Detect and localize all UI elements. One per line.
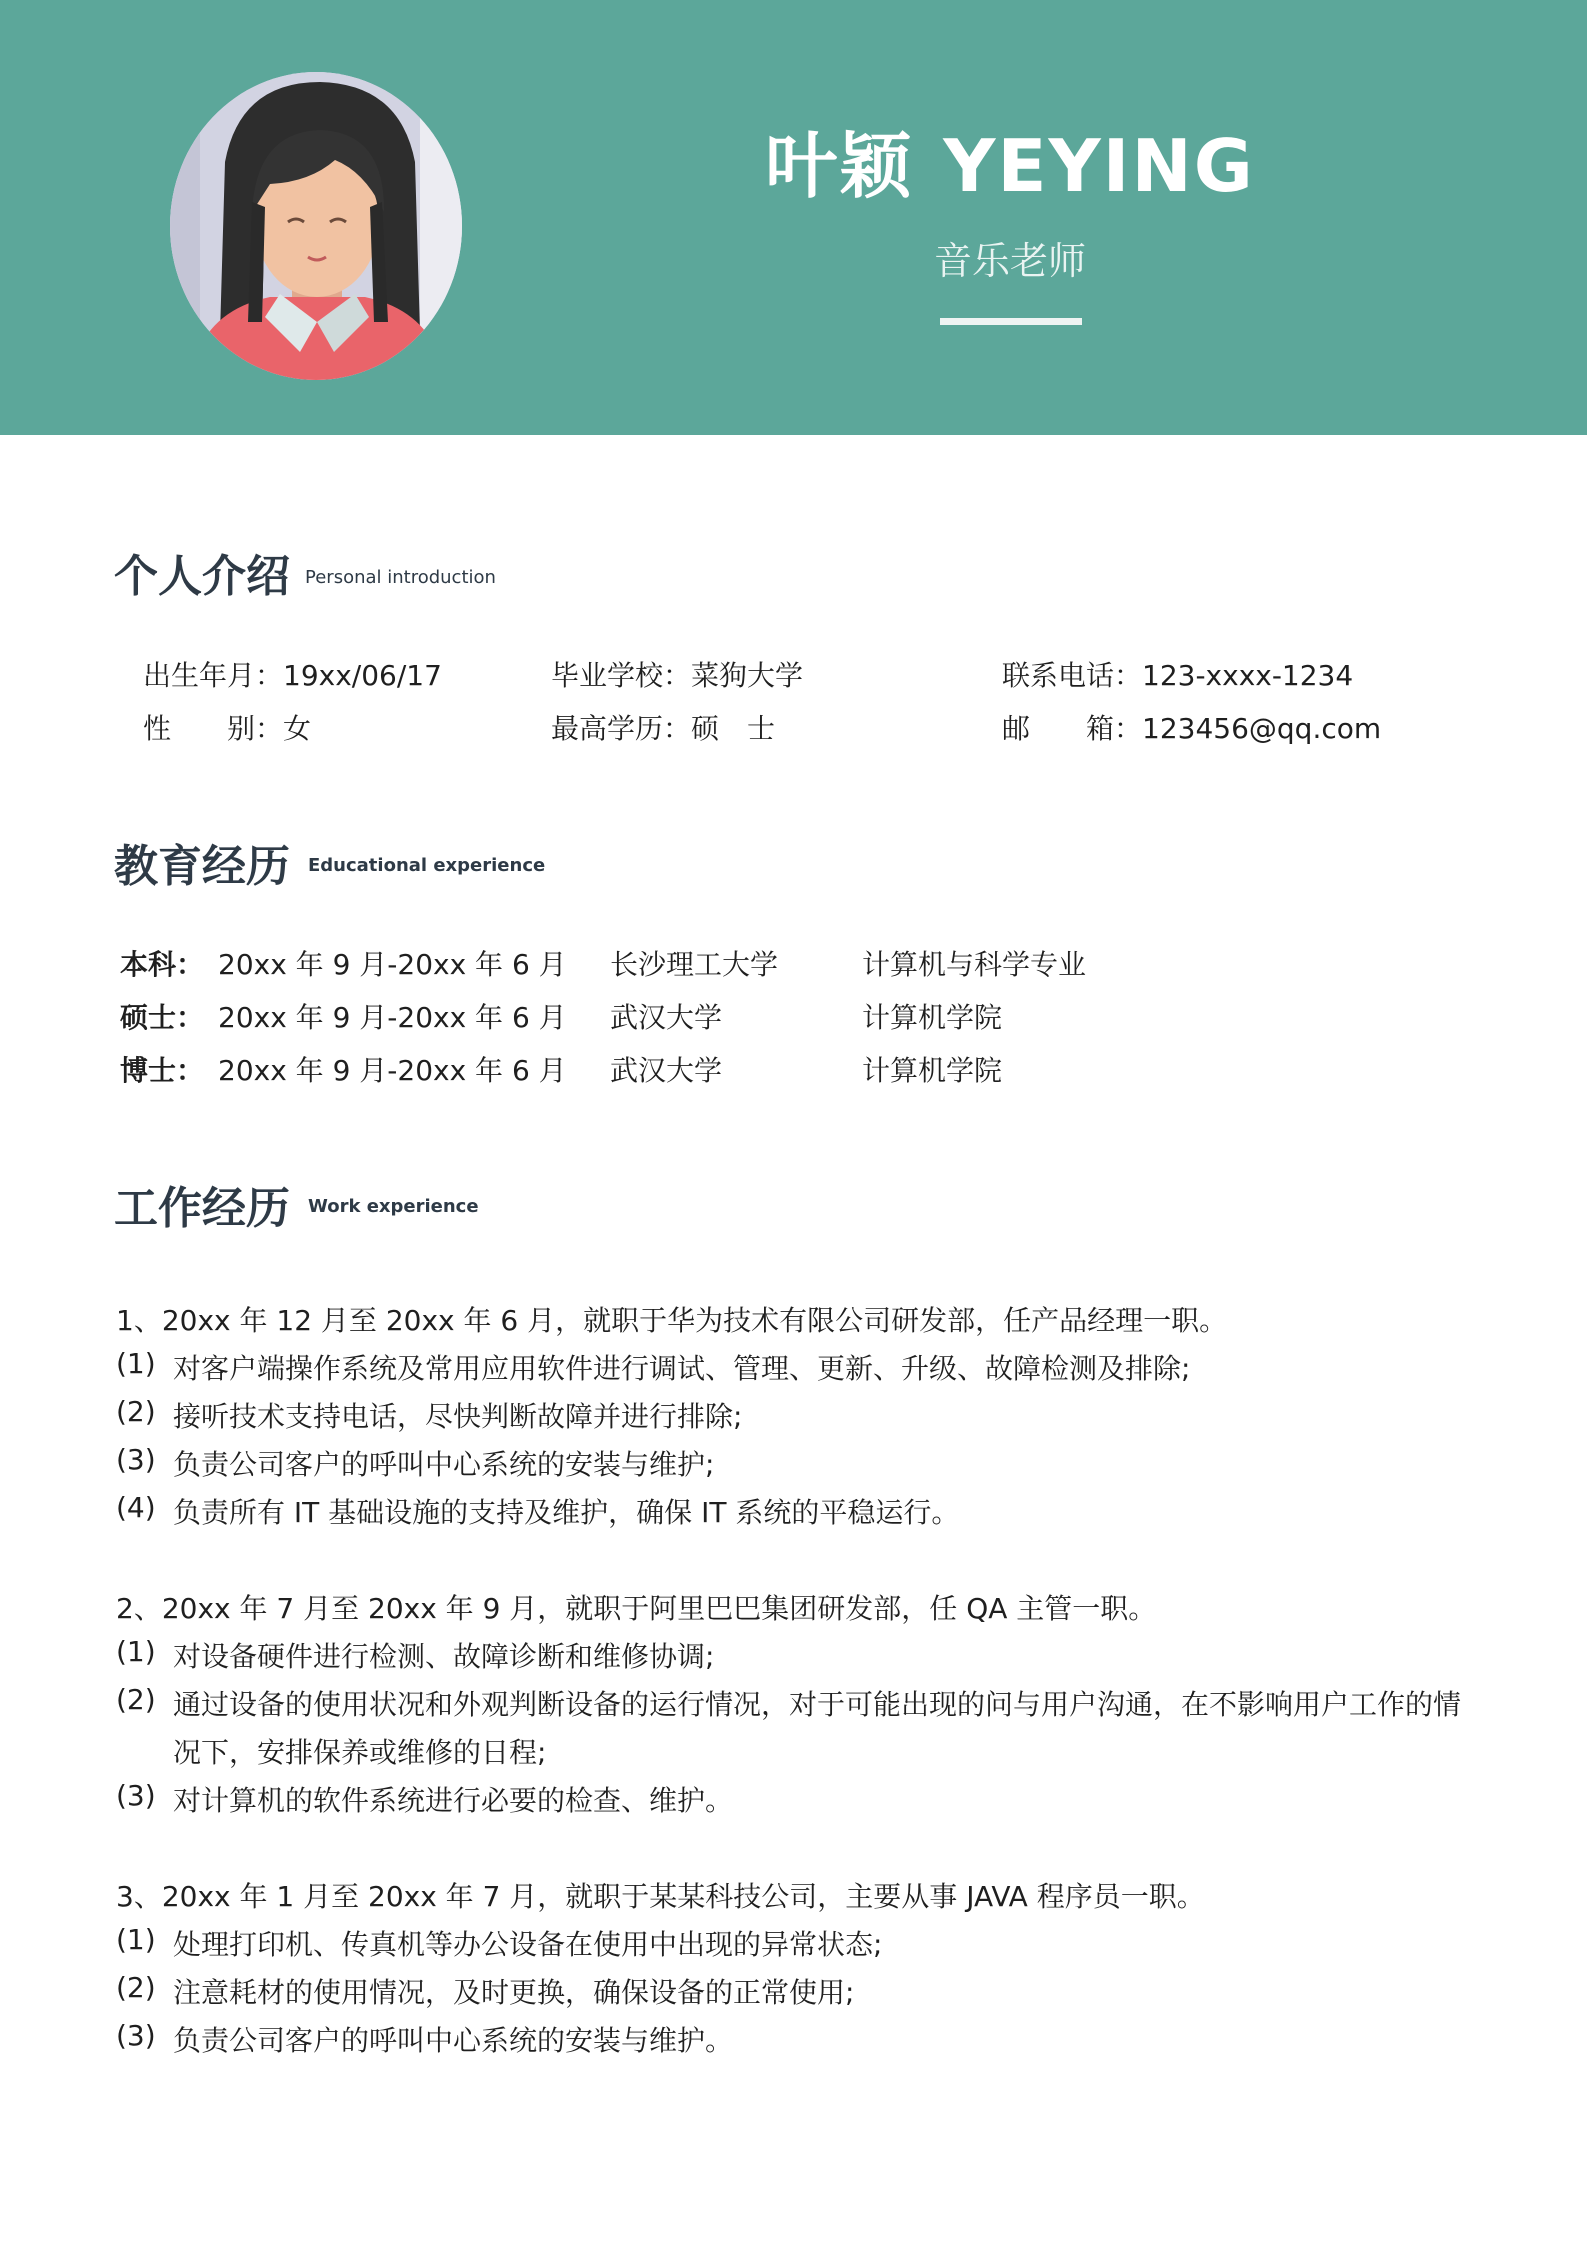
item-number: (2) (116, 1395, 156, 1428)
list-item: 负责所有 IT 基础设施的支持及维护，确保 IT 系统的平稳运行。 (173, 1496, 960, 1529)
edu-major: 计算机与科学专业 (862, 948, 1087, 981)
list-item: 负责公司客户的呼叫中心系统的安装与维护; (173, 1448, 715, 1481)
edu-period: 20xx 年 9 月-20xx 年 6 月 (218, 948, 567, 981)
email-label: 邮 箱： (1002, 712, 1143, 745)
item-number: (1) (116, 1347, 156, 1380)
gender-label: 性 别： (143, 712, 284, 745)
education-title: 教育经历 (114, 841, 290, 892)
intro-title: 个人介绍 (114, 551, 290, 602)
list-item: 对客户端操作系统及常用应用软件进行调试、管理、更新、升级、故障检测及排除; (173, 1352, 1191, 1385)
job-heading: 3、20xx 年 1 月至 20xx 年 7 月，就职于某某科技公司，主要从事 JAVA 程序员一职。 (116, 1880, 1205, 1913)
education-subtitle: Educational experience (308, 855, 546, 876)
list-item: 接听技术支持电话，尽快判断故障并进行排除; (173, 1400, 743, 1433)
item-number: (3) (116, 1779, 156, 1812)
item-number: (2) (116, 1971, 156, 2004)
header-banner (0, 0, 1587, 435)
list-item: 负责公司客户的呼叫中心系统的安装与维护。 (173, 2024, 734, 2057)
job-title: 音乐老师 (933, 239, 1086, 283)
header-divider (940, 318, 1082, 325)
edu-school: 长沙理工大学 (610, 948, 779, 981)
list-item: 处理打印机、传真机等办公设备在使用中出现的异常状态; (173, 1928, 883, 1961)
item-number: (1) (116, 1635, 156, 1668)
list-item: 对计算机的软件系统进行必要的检查、维护。 (173, 1784, 734, 1817)
job-heading: 1、20xx 年 12 月至 20xx 年 6 月，就职于华为技术有限公司研发部，任产品经理一职。 (116, 1304, 1228, 1337)
edu-period: 20xx 年 9 月-20xx 年 6 月 (218, 1054, 567, 1087)
item-number: (3) (116, 2019, 156, 2052)
list-item: 对设备硬件进行检测、故障诊断和维修协调; (173, 1640, 715, 1673)
item-number: (1) (116, 1923, 156, 1956)
gender-field (143, 707, 311, 747)
item-number: (4) (116, 1491, 156, 1524)
name-cn: 叶颖 (765, 124, 914, 208)
avatar (170, 72, 462, 380)
candidate-name (700, 108, 1320, 212)
work-title: 工作经历 (114, 1183, 290, 1234)
item-number: (2) (116, 1683, 156, 1716)
intro-subtitle: Personal introduction (305, 567, 496, 588)
edu-school: 武汉大学 (610, 1054, 723, 1087)
email-field (1002, 707, 1381, 747)
item-number: (3) (116, 1443, 156, 1476)
avatar-illustration-icon (170, 72, 462, 380)
list-item: 注意耗材的使用情况，及时更换，确保设备的正常使用; (173, 1976, 855, 2009)
edu-period: 20xx 年 9 月-20xx 年 6 月 (218, 1001, 567, 1034)
edu-major: 计算机学院 (862, 1001, 1003, 1034)
edu-school: 武汉大学 (610, 1001, 723, 1034)
list-item-continuation: 况下，安排保养或维修的日程; (173, 1736, 547, 1769)
phone-field: 联系电话：123-xxxx-1234 (1002, 659, 1354, 692)
list-item: 通过设备的使用状况和外观判断设备的运行情况，对于可能出现的问与用户沟通，在不影响用户工作的情 (173, 1688, 1462, 1721)
gender-value: 女 (283, 712, 312, 745)
work-subtitle: Work experience (308, 1196, 479, 1217)
edu-level: 本科： (120, 948, 205, 981)
school-field: 毕业学校：菜狗大学 (551, 659, 804, 692)
email-value: 123456@qq.com (1142, 712, 1382, 745)
edu-level: 博士： (120, 1054, 205, 1087)
edu-level: 硕士： (120, 1001, 205, 1034)
degree-field: 最高学历：硕 士 (551, 712, 776, 745)
name-en: YEYING (943, 124, 1255, 208)
edu-major: 计算机学院 (862, 1054, 1003, 1087)
birth-field: 出生年月：19xx/06/17 (143, 659, 442, 692)
job-heading: 2、20xx 年 7 月至 20xx 年 9 月，就职于阿里巴巴集团研发部，任 QA 主管一职。 (116, 1592, 1157, 1625)
